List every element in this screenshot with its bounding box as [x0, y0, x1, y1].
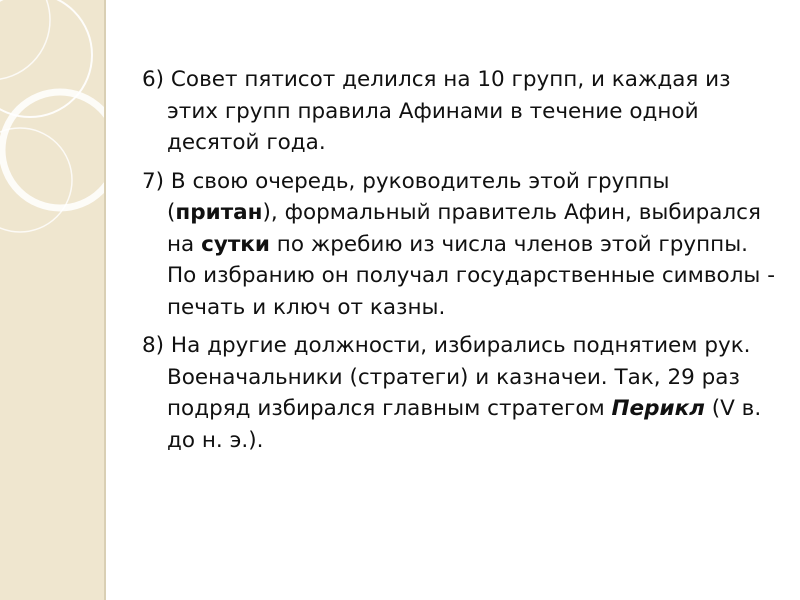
decorative-circles — [0, 0, 104, 600]
slide-body — [142, 64, 782, 463]
paragraph-8 — [142, 330, 782, 456]
text-segment: (V в. до н. э.). — [167, 396, 762, 453]
paragraph-7 — [142, 166, 782, 324]
text-segment: 8) На другие должности, избирались поднятием рук. Военачальники (стратеги) и казначеи. Так, 29 раз подряд избирался главным стратегом — [142, 333, 751, 421]
emphasized-term: притан — [175, 200, 263, 225]
text-segment: 7) В свою очередь, руководитель этой группы ( — [142, 168, 670, 225]
text-segment: по жребию из числа членов этой группы. По избранию он получал государственные символы - печать и ключ от казны. — [167, 231, 776, 320]
text-segment: ), формальный правитель Афин, выбирался на — [167, 200, 761, 257]
decorative-sidebar — [0, 0, 104, 600]
text-segment: 6) Совет пятисот делился на 10 групп, и каждая из этих групп правила Афинами в течение одной десятой года. — [142, 67, 731, 155]
emphasized-term: сутки — [201, 231, 270, 257]
emphasized-term: Перикл — [611, 396, 705, 421]
paragraph-6 — [142, 64, 782, 159]
sidebar-divider — [104, 0, 106, 600]
